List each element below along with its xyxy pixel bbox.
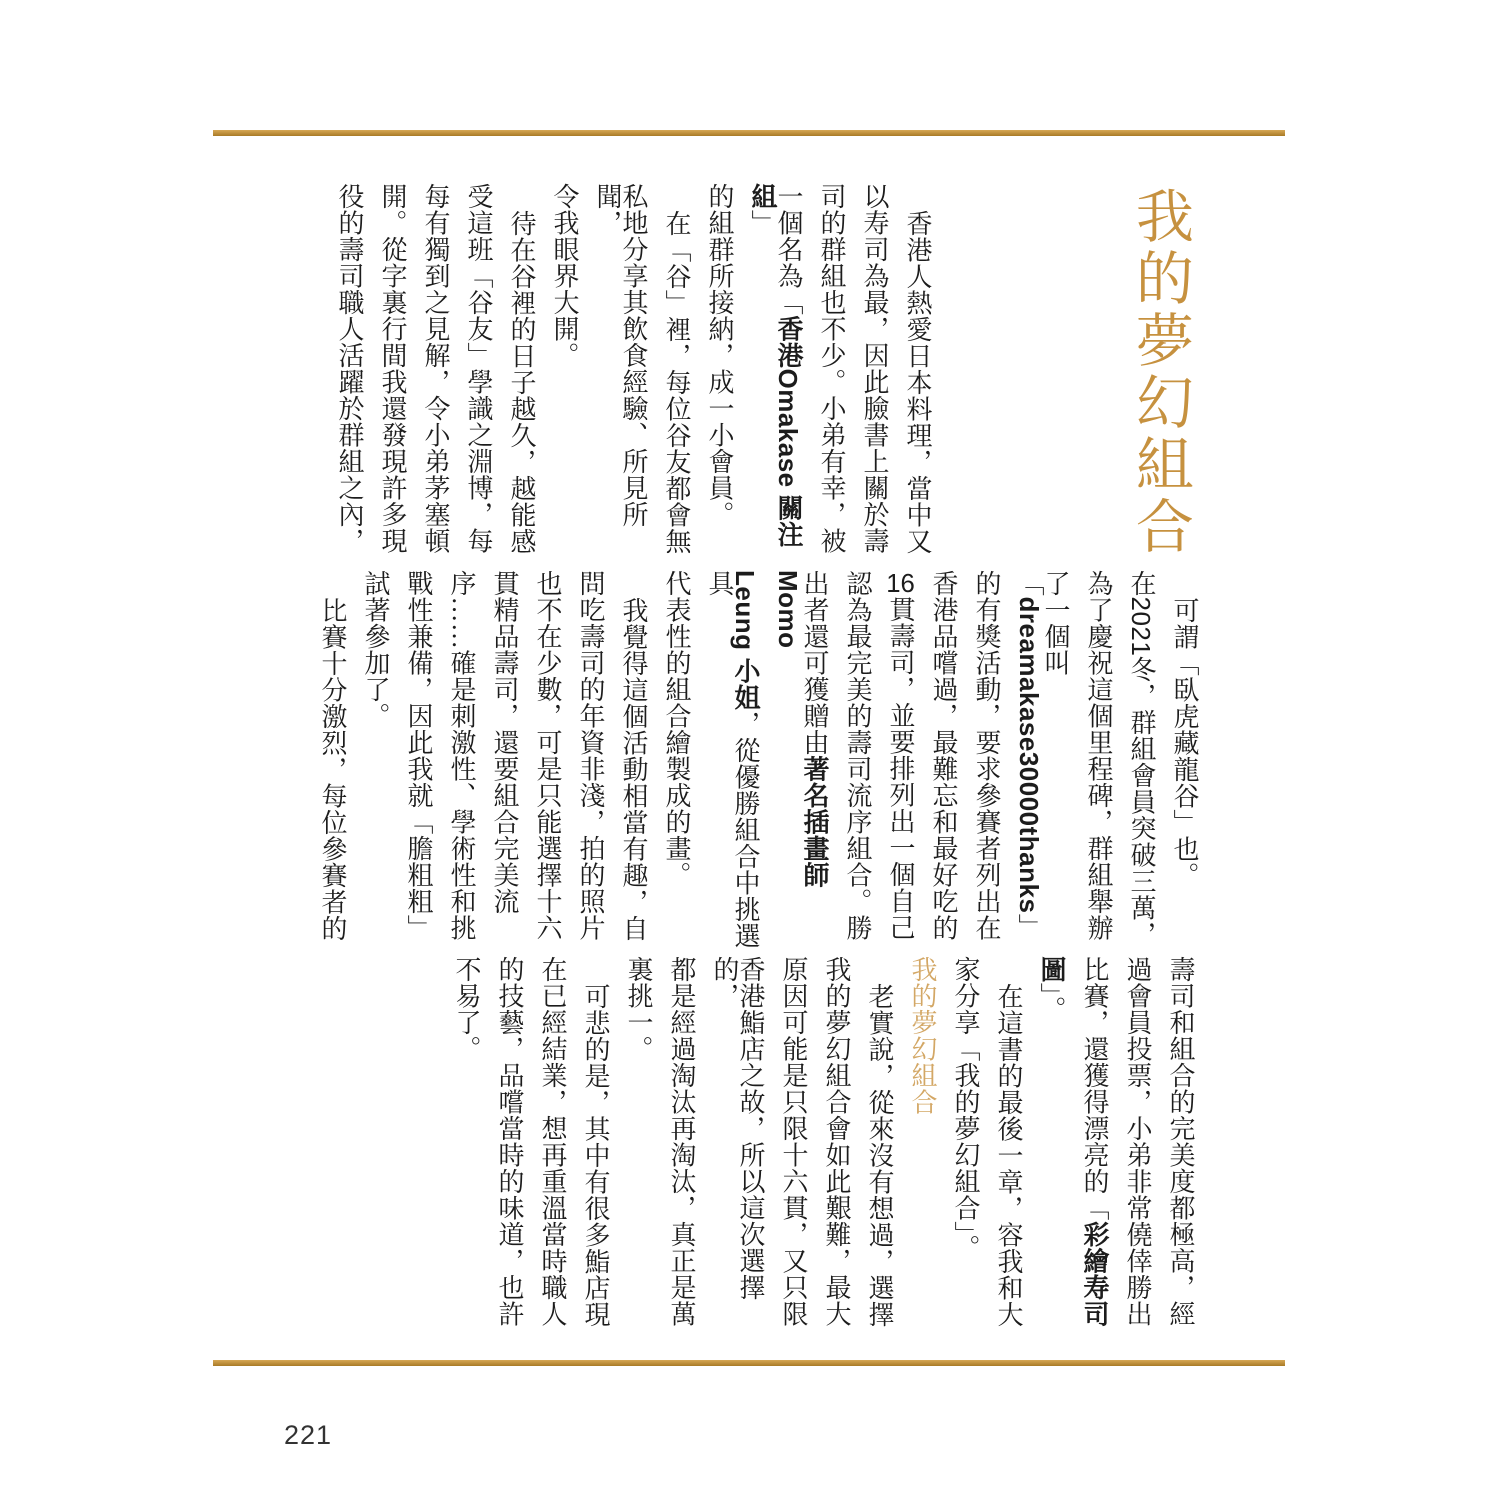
text-segment: 都是經過淘汰再淘汰，真正是萬 bbox=[667, 956, 696, 1327]
text-segment: 一個名為「 bbox=[774, 183, 803, 316]
text-segment: 壽司和組合的完美度都極高，經 bbox=[1166, 956, 1195, 1327]
text-segment: 比賽，還獲得漂亮的「 bbox=[1080, 956, 1109, 1221]
text-segment: 令我眼界大開。 bbox=[550, 183, 579, 369]
text-band-bottom bbox=[436, 956, 1193, 1336]
text-segment: 在「谷」裡，每位谷友都會無 bbox=[662, 210, 691, 555]
text-segment: 受這班「谷友」學識之淵博，每 bbox=[464, 183, 493, 554]
text-segment: 我覺得這個活動相當有趣，自 bbox=[619, 597, 648, 942]
text-segment: 待在谷裡的日子越久，越能感 bbox=[507, 210, 536, 555]
text-segment: 香港 bbox=[774, 315, 803, 369]
text-segment: 役的壽司職人活躍於群組之內， bbox=[335, 183, 364, 554]
text-column bbox=[577, 570, 603, 952]
text-column bbox=[711, 956, 763, 1336]
text-segment: 可悲的是，其中有很多鮨店現 bbox=[581, 983, 610, 1328]
text-segment: 在已經結業，想再重溫當時職人 bbox=[538, 956, 567, 1327]
text-segment: 私地分享其飲食經驗、所見所聞， bbox=[593, 183, 648, 528]
text-segment: 出者還可獲贈由 bbox=[800, 570, 829, 756]
bottom-rule bbox=[213, 1360, 1285, 1366]
text-column bbox=[866, 956, 892, 1363]
text-column bbox=[668, 956, 694, 1336]
text-segment: 香港人熱愛日本料理，當中又 bbox=[903, 210, 932, 555]
text-column bbox=[749, 183, 801, 565]
text-segment: 每有獨到之見解，令小弟茅塞頓 bbox=[421, 183, 450, 554]
text-column bbox=[706, 183, 732, 565]
text-column bbox=[1167, 956, 1193, 1336]
text-segment: 認為最完美的壽司流序組合。勝 bbox=[843, 570, 872, 941]
text-column bbox=[362, 570, 388, 952]
text-column bbox=[930, 570, 956, 952]
text-segment: 了一個叫「 bbox=[1015, 570, 1070, 676]
text-column bbox=[534, 570, 560, 952]
text-segment: 著名插畫師 bbox=[800, 755, 829, 888]
text-segment: 在這書的最後一章，容我和大 bbox=[994, 983, 1023, 1328]
text-column bbox=[539, 956, 565, 1336]
text-segment: 序……確是刺激性、學術性和挑 bbox=[447, 570, 476, 941]
text-segment: 為了慶祝這個里程碑，群組舉辦 bbox=[1084, 570, 1113, 941]
chapter-title: 我的夢幻組合 bbox=[1126, 186, 1192, 558]
text-segment: 小姐 bbox=[731, 650, 760, 711]
text-column bbox=[625, 956, 651, 1336]
text-segment: 彩繪寿司 bbox=[1080, 1221, 1109, 1327]
text-column bbox=[861, 183, 887, 565]
text-column bbox=[823, 956, 849, 1336]
text-segment: 我的夢幻組合 bbox=[908, 956, 937, 1115]
text-segment: Omakase bbox=[773, 368, 803, 488]
text-column bbox=[1128, 570, 1154, 952]
text-segment: 香港鮨店之故，所以這次選擇的， bbox=[710, 956, 765, 1301]
text-segment: 以寿司為最，因此臉書上關於壽 bbox=[860, 183, 889, 554]
text-segment: 香港品嚐過，最難忘和最好吃的 bbox=[929, 570, 958, 941]
text-segment: 戰性兼備，因此我就「膽粗粗」 bbox=[404, 570, 433, 941]
text-column bbox=[663, 183, 689, 592]
text-segment: 問吃壽司的年資非淺，拍的照片 bbox=[576, 570, 605, 941]
text-column bbox=[422, 183, 448, 565]
text-segment: 的技藝，品嚐當時的味道，也許 bbox=[495, 956, 524, 1327]
top-rule bbox=[213, 130, 1285, 136]
text-segment: 我的夢幻組合會如此艱難，最大 bbox=[822, 956, 851, 1327]
text-column bbox=[491, 570, 517, 952]
text-segment: 代表性的組合繪製成的畫。 bbox=[662, 570, 691, 888]
text-column bbox=[448, 570, 474, 952]
text-column bbox=[780, 956, 806, 1336]
text-column bbox=[336, 183, 362, 565]
text-segment: 圖 bbox=[1037, 956, 1066, 983]
text-segment: 司的群組也不少。小弟有幸，被 bbox=[817, 183, 846, 554]
text-segment: 可謂「臥虎藏龍谷」也。 bbox=[1170, 597, 1199, 889]
text-column bbox=[706, 570, 758, 952]
text-segment: 」 bbox=[748, 209, 777, 236]
text-column bbox=[952, 956, 978, 1336]
text-column bbox=[508, 183, 534, 592]
text-column bbox=[973, 570, 999, 952]
text-column bbox=[1081, 956, 1107, 1336]
text-column bbox=[405, 570, 431, 952]
text-column bbox=[1124, 956, 1150, 1336]
text-column bbox=[582, 956, 608, 1363]
text-segment: Momo bbox=[773, 570, 803, 649]
text-column bbox=[465, 183, 491, 565]
text-segment: 試著參加了。 bbox=[361, 570, 390, 729]
text-column bbox=[551, 183, 577, 565]
text-column bbox=[818, 183, 844, 565]
text-segment: 16 bbox=[886, 570, 915, 596]
text-column bbox=[1171, 570, 1197, 979]
text-segment: 關注組 bbox=[748, 183, 803, 548]
text-segment: 原因可能是只限十六貫，又只限 bbox=[779, 956, 808, 1327]
text-column bbox=[496, 956, 522, 1336]
text-segment: 也不在少數，可是只能選擇十六 bbox=[533, 570, 562, 941]
page-number: 221 bbox=[284, 1420, 333, 1450]
text-column bbox=[620, 570, 646, 979]
text-column bbox=[904, 183, 930, 592]
text-band-top bbox=[319, 183, 930, 565]
text-segment: 不易了。 bbox=[452, 956, 481, 1062]
text-column bbox=[319, 570, 345, 979]
text-column bbox=[663, 570, 689, 952]
text-segment: 冬，群組會員突破三萬， bbox=[1127, 656, 1156, 948]
text-segment: 家分享「我的夢幻組合」。 bbox=[951, 956, 980, 1261]
text-segment: Leung bbox=[730, 570, 760, 651]
text-column bbox=[844, 570, 870, 952]
text-segment: 比賽十分激烈，每位參賽者的 bbox=[318, 597, 347, 942]
text-segment: 貫精品壽司，還要組合完美流 bbox=[490, 570, 519, 915]
text-column bbox=[1085, 570, 1111, 952]
text-segment: 在 bbox=[1127, 570, 1156, 597]
text-segment: 老實說，從來沒有想過，選擇 bbox=[865, 983, 894, 1328]
section-subtitle bbox=[909, 956, 935, 1336]
text-segment: 過會員投票，小弟非常僥倖勝出 bbox=[1123, 956, 1152, 1327]
text-segment: 」 bbox=[1015, 913, 1044, 940]
text-segment: 貫壽司，並要排列出一個自己 bbox=[886, 596, 915, 941]
text-segment: 開。從字裏行間我還發現許多現 bbox=[378, 183, 407, 554]
text-column bbox=[1016, 570, 1068, 952]
text-segment: 的組群所接納，成一小會員。 bbox=[705, 183, 734, 528]
text-column bbox=[379, 183, 405, 565]
text-segment: 」。 bbox=[1037, 982, 1066, 1023]
text-segment: 2021 bbox=[1126, 596, 1156, 657]
text-segment: 裏挑一。 bbox=[624, 956, 653, 1062]
text-segment: ，從優勝組合中挑選具 bbox=[705, 570, 760, 949]
text-column bbox=[1038, 956, 1064, 1336]
text-column bbox=[995, 956, 1021, 1363]
text-segment: 的有獎活動，要求參賽者列出在 bbox=[972, 570, 1001, 941]
text-column bbox=[887, 570, 913, 952]
text-band-middle bbox=[302, 570, 1197, 952]
text-segment: dreamakase30000thanks bbox=[1014, 596, 1044, 914]
text-column bbox=[594, 183, 646, 565]
text-column bbox=[453, 956, 479, 1336]
text-column bbox=[775, 570, 827, 952]
